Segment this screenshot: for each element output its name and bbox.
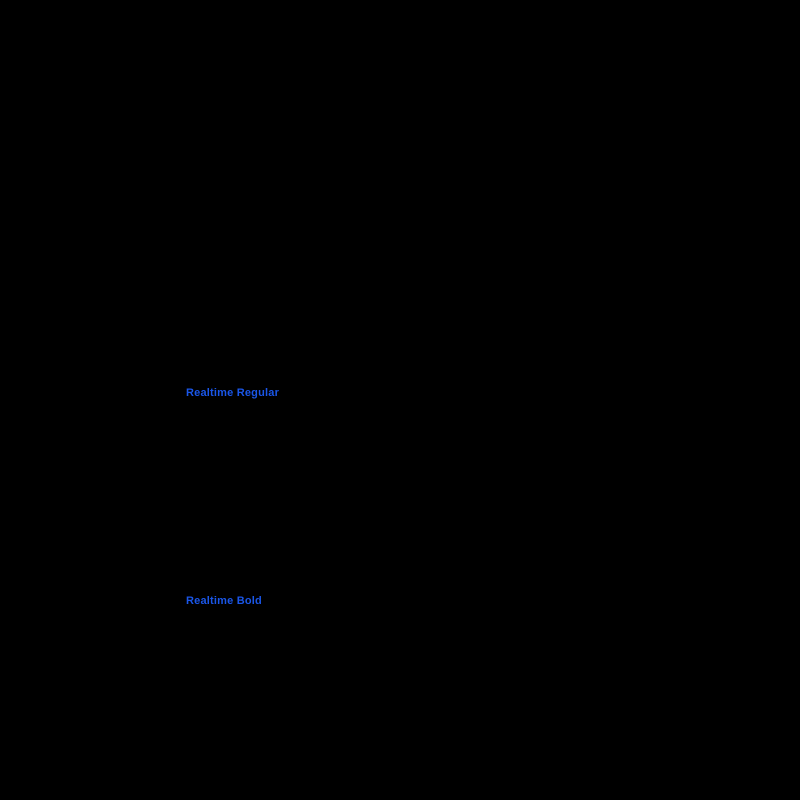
- font-specimen-bold-label: Realtime Bold: [186, 595, 262, 607]
- font-specimen-regular-label: Realtime Regular: [186, 387, 280, 399]
